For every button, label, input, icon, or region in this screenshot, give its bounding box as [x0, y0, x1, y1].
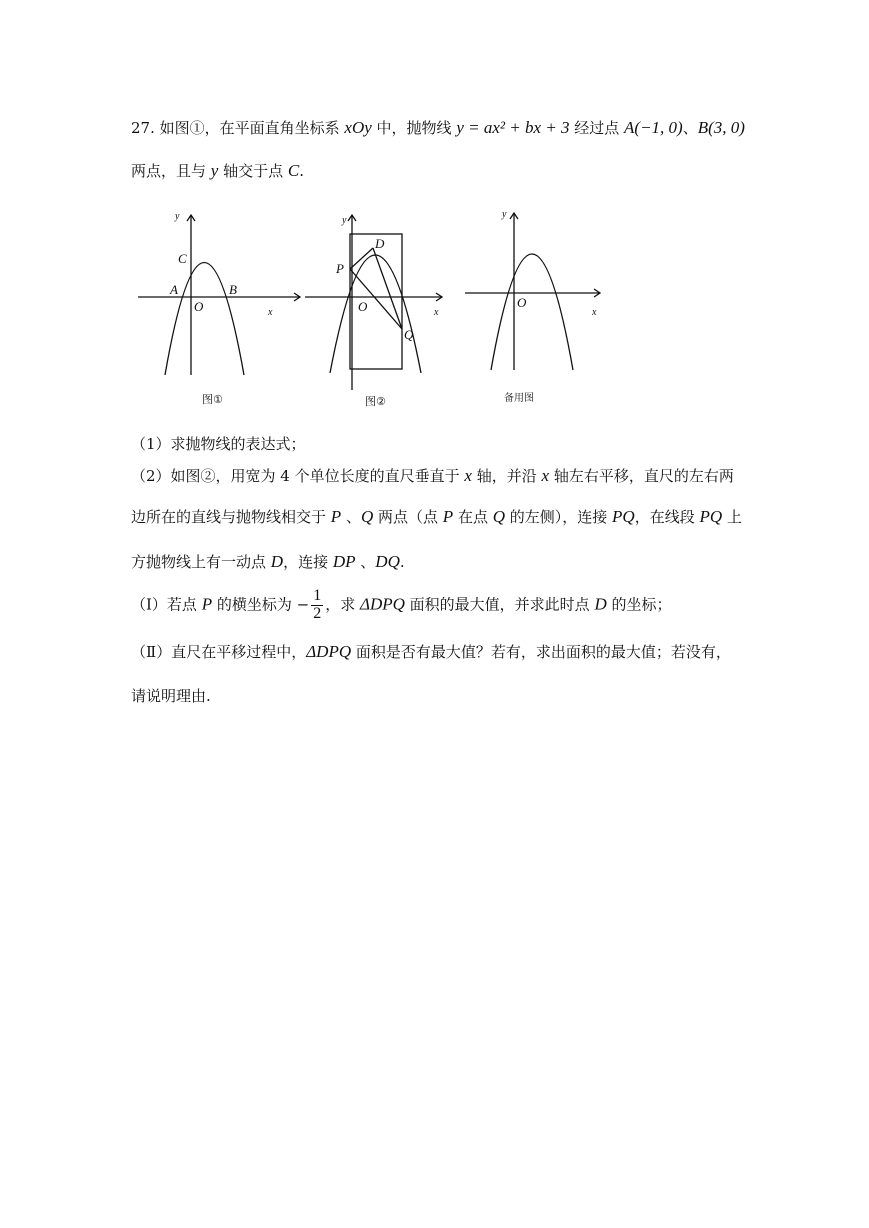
fraction-numerator: 1 [313, 587, 322, 604]
part-ii-text: （Ⅱ）直尺在平移过程中， [131, 643, 307, 661]
label-p: P [336, 261, 344, 276]
triangle-dpq: ΔDPQ [306, 642, 352, 661]
point-q: Q [492, 507, 505, 526]
figures-panel [130, 205, 610, 410]
parabola-curve [165, 263, 244, 376]
segment-dp-label: DP [332, 552, 356, 571]
part-2-line-1 [131, 465, 734, 486]
part-2-text: 、 [355, 553, 376, 571]
part-2-line-3 [131, 551, 405, 572]
part-i-text: 的坐标； [606, 595, 672, 614]
label-o: O [194, 299, 204, 314]
figure-2 [305, 215, 442, 390]
label-o: O [358, 299, 368, 314]
figure-3 [465, 213, 600, 370]
part-2-text: 、 [341, 508, 361, 526]
part-2-text: 方抛物线上有一动点 [131, 553, 271, 571]
point-b: B(3, 0) [697, 118, 745, 137]
figure-2-caption: 图② [365, 395, 386, 408]
label-d: D [375, 236, 385, 251]
point-d: D [270, 552, 284, 571]
part-2-text: （2）如图②，用宽为 4 个单位长度的直尺垂直于 [131, 467, 465, 485]
figure-1 [138, 215, 300, 375]
part-2-text: . [399, 553, 405, 571]
problem-text: 27. 如图①，在平面直角坐标系 [131, 119, 345, 137]
problem-line-1 [131, 117, 745, 138]
point-c: C [287, 161, 300, 180]
segment-pq-label: PQ [612, 507, 635, 526]
part-2-line-2 [131, 506, 742, 527]
fraction-one-half [311, 588, 323, 623]
part-2-text: 边所在的直线与抛物线相交于 [131, 508, 331, 526]
problem-text: 两点，且与 [131, 162, 211, 180]
part-2-text: 轴左右平移，直尺的左右两 [549, 467, 734, 485]
part-2-ii-line-2 [131, 685, 211, 706]
part-i-text: ，求 [325, 595, 360, 614]
segment-dq-label: DQ [375, 552, 400, 571]
point-p: P [201, 594, 213, 614]
label-b: B [229, 282, 237, 297]
x-symbol: x [464, 466, 472, 485]
part-2-text: 轴，并沿 [471, 467, 542, 485]
part-2-text: ，连接 [283, 553, 333, 571]
point-a: A(−1, 0) [624, 118, 683, 137]
part-ii-text: 面积是否有最大值？若有，求出面积的最大值；若没有， [351, 643, 731, 661]
label-x: x [592, 307, 597, 318]
point-d: D [594, 594, 607, 614]
part-2-text: ，在线段 [634, 508, 700, 526]
label-c: C [178, 251, 187, 266]
part-1-text: （1）求抛物线的表达式； [131, 435, 306, 453]
problem-text: 轴交于点 [218, 162, 288, 180]
part-2-ii-line-1 [131, 641, 731, 662]
part-i-text: 的横坐标为 − [212, 595, 310, 614]
label-x: x [268, 307, 273, 318]
fraction-denominator: 2 [313, 604, 322, 622]
part-i-text: （Ⅰ）若点 [131, 595, 202, 614]
x-symbol: x [541, 466, 550, 485]
part-ii-text: 请说明理由. [131, 687, 211, 705]
figure-3-caption: 备用图 [504, 393, 534, 404]
segment-dq [373, 248, 402, 329]
problem-text: 经过点 [569, 119, 625, 137]
segment-pq-label: PQ [699, 507, 723, 526]
label-y: y [175, 211, 180, 222]
point-p: P [330, 507, 342, 526]
y-axis-symbol: y [210, 161, 219, 180]
part-2-i [131, 588, 672, 623]
label-a: A [170, 282, 178, 297]
part-2-text: 的左侧），连接 [505, 508, 613, 526]
point-q: Q [360, 507, 374, 526]
label-q: Q [404, 327, 414, 342]
problem-line-2 [131, 160, 304, 181]
part-i-text: 面积的最大值，并求此时点 [404, 595, 595, 614]
triangle-dpq: ΔDPQ [359, 594, 405, 614]
separator: 、 [682, 119, 698, 137]
coordinate-system-label: xOy [344, 118, 372, 137]
part-2-text: 两点（点 [373, 508, 443, 526]
part-2-text: 在点 [453, 508, 493, 526]
parabola-equation: y = ax² + bx + 3 [456, 118, 570, 137]
parabola-curve [491, 254, 573, 370]
point-p: P [442, 507, 454, 526]
problem-text: 中，抛物线 [371, 119, 457, 137]
part-2-text: 上 [722, 508, 742, 526]
problem-text: . [299, 162, 304, 180]
label-o: O [517, 295, 527, 310]
label-y: y [502, 209, 507, 220]
label-x: x [434, 307, 439, 318]
figure-1-caption: 图① [202, 393, 223, 406]
label-y: y [342, 215, 347, 226]
part-1 [131, 433, 306, 454]
